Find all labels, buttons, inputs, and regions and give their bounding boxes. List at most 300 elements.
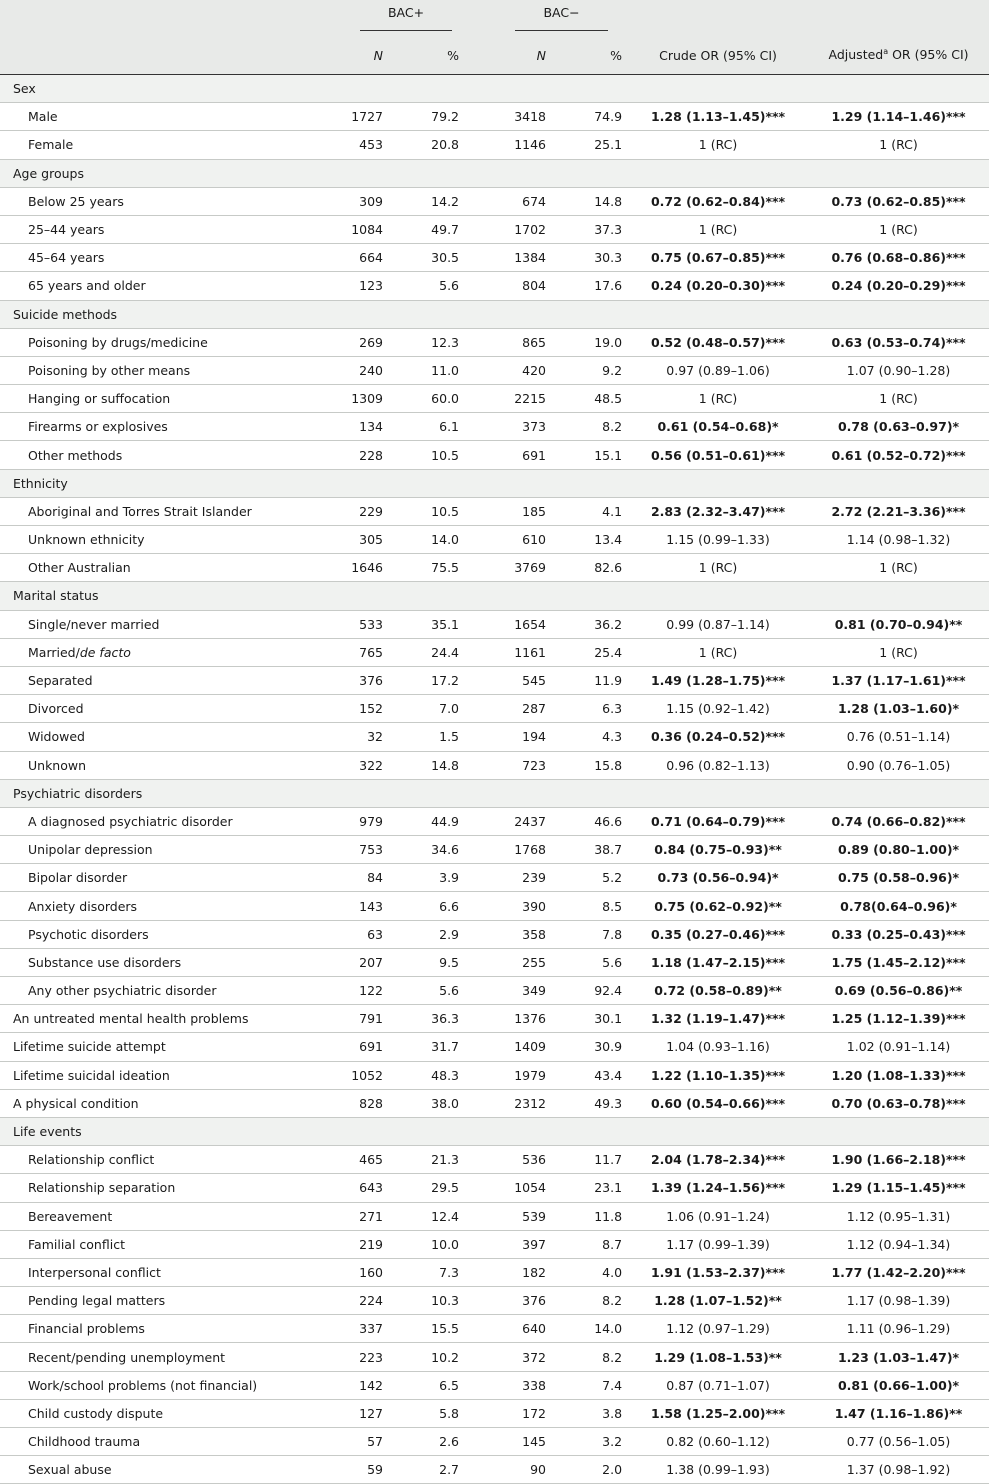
crude-or: 1.06 (0.91–1.24) bbox=[628, 1202, 808, 1230]
group-label: Age groups bbox=[0, 159, 335, 187]
row-label: Child custody dispute bbox=[0, 1399, 335, 1427]
pct-bac-negative: 7.4 bbox=[546, 1371, 628, 1399]
table-row bbox=[0, 836, 989, 864]
pct-bac-negative: 30.1 bbox=[546, 1005, 628, 1033]
table-row bbox=[0, 1343, 989, 1371]
crude-or: 0.97 (0.89–1.06) bbox=[628, 356, 808, 384]
pct-bac-positive: 14.8 bbox=[383, 751, 465, 779]
group-label: Life events bbox=[0, 1117, 335, 1145]
pct-bac-negative: 15.1 bbox=[546, 441, 628, 469]
n-bac-negative bbox=[465, 159, 546, 187]
pct-bac-positive: 6.5 bbox=[383, 1371, 465, 1399]
pct-bac-negative: 38.7 bbox=[546, 836, 628, 864]
adjusted-or: 0.76 (0.68–0.86)*** bbox=[808, 244, 989, 272]
pct-bac-negative: 14.8 bbox=[546, 187, 628, 215]
pct-bac-positive: 24.4 bbox=[383, 638, 465, 666]
adjusted-or: 1.17 (0.98–1.39) bbox=[808, 1287, 989, 1315]
crude-or: 0.61 (0.54–0.68)* bbox=[628, 413, 808, 441]
crude-or: 0.36 (0.24–0.52)*** bbox=[628, 723, 808, 751]
adjusted-or: 1.77 (1.42–2.20)*** bbox=[808, 1258, 989, 1286]
pct-bac-negative: 25.1 bbox=[546, 131, 628, 159]
crude-or bbox=[628, 1117, 808, 1145]
n-bac-negative: 372 bbox=[465, 1343, 546, 1371]
adjusted-or: 1.12 (0.95–1.31) bbox=[808, 1202, 989, 1230]
n-bac-negative bbox=[465, 300, 546, 328]
pct-bac-negative: 5.2 bbox=[546, 864, 628, 892]
n-bac-negative: 172 bbox=[465, 1399, 546, 1427]
pct-bac-positive: 12.4 bbox=[383, 1202, 465, 1230]
pct-bac-negative: 8.7 bbox=[546, 1230, 628, 1258]
n-bac-positive: 240 bbox=[335, 356, 383, 384]
pct-bac-negative: 6.3 bbox=[546, 695, 628, 723]
n-bac-positive: 269 bbox=[335, 328, 383, 356]
pct-bac-positive: 30.5 bbox=[383, 244, 465, 272]
table-body bbox=[0, 75, 989, 1484]
n-bac-negative: 3418 bbox=[465, 103, 546, 131]
table-row bbox=[0, 610, 989, 638]
table-row bbox=[0, 413, 989, 441]
pct-bac-negative bbox=[546, 582, 628, 610]
row-label: Pending legal matters bbox=[0, 1287, 335, 1315]
bac-negative-group-header: BAC− bbox=[465, 0, 628, 36]
n-bac-negative: 3769 bbox=[465, 554, 546, 582]
crude-or: 1.12 (0.97–1.29) bbox=[628, 1315, 808, 1343]
pct-bac-positive: 9.5 bbox=[383, 948, 465, 976]
row-label: 65 years and older bbox=[0, 272, 335, 300]
table-row bbox=[0, 751, 989, 779]
n-bac-negative: 640 bbox=[465, 1315, 546, 1343]
pct-bac-negative bbox=[546, 469, 628, 497]
adjusted-or bbox=[808, 1117, 989, 1145]
pct-bac-negative: 4.1 bbox=[546, 497, 628, 525]
pct-bac-negative: 13.4 bbox=[546, 526, 628, 554]
pct-bac-positive: 1.5 bbox=[383, 723, 465, 751]
pct-bac-negative: 2.0 bbox=[546, 1456, 628, 1484]
n-header-bac-positive: N bbox=[335, 36, 383, 75]
group-header-row bbox=[0, 1117, 989, 1145]
pct-bac-positive: 75.5 bbox=[383, 554, 465, 582]
row-label: Poisoning by drugs/medicine bbox=[0, 328, 335, 356]
n-bac-positive: 1727 bbox=[335, 103, 383, 131]
table-row bbox=[0, 1089, 989, 1117]
pct-bac-negative: 4.3 bbox=[546, 723, 628, 751]
crude-or: 1.04 (0.93–1.16) bbox=[628, 1033, 808, 1061]
adjusted-or: 1.11 (0.96–1.29) bbox=[808, 1315, 989, 1343]
adjusted-or: 1 (RC) bbox=[808, 215, 989, 243]
n-bac-negative: 390 bbox=[465, 892, 546, 920]
n-bac-positive: 765 bbox=[335, 638, 383, 666]
pct-bac-positive: 35.1 bbox=[383, 610, 465, 638]
n-bac-negative bbox=[465, 779, 546, 807]
crude-or: 1.58 (1.25–2.00)*** bbox=[628, 1399, 808, 1427]
crude-or-header: Crude OR (95% CI) bbox=[628, 36, 808, 75]
adjusted-or: 0.78(0.64–0.96)* bbox=[808, 892, 989, 920]
pct-bac-positive: 10.5 bbox=[383, 441, 465, 469]
row-label: Unknown ethnicity bbox=[0, 526, 335, 554]
n-bac-positive bbox=[335, 582, 383, 610]
n-bac-negative bbox=[465, 75, 546, 103]
crude-or bbox=[628, 582, 808, 610]
pct-bac-negative: 74.9 bbox=[546, 103, 628, 131]
adjusted-or: 1.23 (1.03–1.47)* bbox=[808, 1343, 989, 1371]
pct-bac-negative: 3.8 bbox=[546, 1399, 628, 1427]
n-bac-positive: 1084 bbox=[335, 215, 383, 243]
adjusted-or: 1.47 (1.16–1.86)** bbox=[808, 1399, 989, 1427]
pct-bac-negative: 30.3 bbox=[546, 244, 628, 272]
pct-bac-negative: 4.0 bbox=[546, 1258, 628, 1286]
n-bac-positive: 152 bbox=[335, 695, 383, 723]
row-label: Widowed bbox=[0, 723, 335, 751]
n-bac-negative bbox=[465, 1117, 546, 1145]
table-row bbox=[0, 1033, 989, 1061]
row-label: Recent/pending unemployment bbox=[0, 1343, 335, 1371]
row-label: 45–64 years bbox=[0, 244, 335, 272]
table-row bbox=[0, 1174, 989, 1202]
n-bac-negative: 420 bbox=[465, 356, 546, 384]
table-row bbox=[0, 554, 989, 582]
crude-or: 1 (RC) bbox=[628, 215, 808, 243]
adjusted-or: 1.37 (1.17–1.61)*** bbox=[808, 666, 989, 694]
adjusted-or: 1.28 (1.03–1.60)* bbox=[808, 695, 989, 723]
crude-or: 1.28 (1.13–1.45)*** bbox=[628, 103, 808, 131]
crude-or: 1.29 (1.08–1.53)** bbox=[628, 1343, 808, 1371]
adjusted-or: 0.81 (0.70–0.94)** bbox=[808, 610, 989, 638]
pct-bac-negative: 14.0 bbox=[546, 1315, 628, 1343]
crude-or: 2.83 (2.32–3.47)*** bbox=[628, 497, 808, 525]
group-label: Ethnicity bbox=[0, 469, 335, 497]
row-label: Psychotic disorders bbox=[0, 920, 335, 948]
crude-or: 1.38 (0.99–1.93) bbox=[628, 1456, 808, 1484]
crude-or: 0.96 (0.82–1.13) bbox=[628, 751, 808, 779]
n-bac-positive: 32 bbox=[335, 723, 383, 751]
pct-bac-positive: 15.5 bbox=[383, 1315, 465, 1343]
crude-or: 0.75 (0.67–0.85)*** bbox=[628, 244, 808, 272]
adjusted-or: 0.61 (0.52–0.72)*** bbox=[808, 441, 989, 469]
n-bac-negative: 373 bbox=[465, 413, 546, 441]
row-label: Aboriginal and Torres Strait Islander bbox=[0, 497, 335, 525]
adjusted-or bbox=[808, 469, 989, 497]
pct-bac-negative: 8.2 bbox=[546, 1287, 628, 1315]
pct-bac-positive bbox=[383, 469, 465, 497]
crude-or: 0.71 (0.64–0.79)*** bbox=[628, 807, 808, 835]
adjusted-or: 0.78 (0.63–0.97)* bbox=[808, 413, 989, 441]
n-bac-negative: 194 bbox=[465, 723, 546, 751]
pct-bac-negative bbox=[546, 75, 628, 103]
row-label: Divorced bbox=[0, 695, 335, 723]
adjusted-or: 1 (RC) bbox=[808, 385, 989, 413]
pct-bac-negative: 46.6 bbox=[546, 807, 628, 835]
table-row bbox=[0, 948, 989, 976]
n-bac-negative: 545 bbox=[465, 666, 546, 694]
adjusted-or: 1.12 (0.94–1.34) bbox=[808, 1230, 989, 1258]
n-bac-positive: 643 bbox=[335, 1174, 383, 1202]
pct-bac-positive: 48.3 bbox=[383, 1061, 465, 1089]
pct-bac-positive: 29.5 bbox=[383, 1174, 465, 1202]
adjusted-or bbox=[808, 159, 989, 187]
row-label: Familial conflict bbox=[0, 1230, 335, 1258]
row-label: Other Australian bbox=[0, 554, 335, 582]
pct-bac-negative: 7.8 bbox=[546, 920, 628, 948]
pct-bac-positive: 14.0 bbox=[383, 526, 465, 554]
pct-bac-positive: 11.0 bbox=[383, 356, 465, 384]
adjusted-or bbox=[808, 582, 989, 610]
adjusted-or: 1.14 (0.98–1.32) bbox=[808, 526, 989, 554]
pct-bac-negative: 9.2 bbox=[546, 356, 628, 384]
pct-bac-negative: 11.7 bbox=[546, 1146, 628, 1174]
n-bac-negative: 397 bbox=[465, 1230, 546, 1258]
row-label: Lifetime suicide attempt bbox=[0, 1033, 335, 1061]
pct-bac-positive bbox=[383, 159, 465, 187]
n-bac-negative: 1409 bbox=[465, 1033, 546, 1061]
n-bac-negative: 1979 bbox=[465, 1061, 546, 1089]
pct-bac-negative: 11.8 bbox=[546, 1202, 628, 1230]
pct-bac-negative: 49.3 bbox=[546, 1089, 628, 1117]
table-row bbox=[0, 695, 989, 723]
table-row bbox=[0, 1202, 989, 1230]
crude-or: 1 (RC) bbox=[628, 131, 808, 159]
pct-bac-negative: 8.2 bbox=[546, 413, 628, 441]
pct-bac-positive: 10.0 bbox=[383, 1230, 465, 1258]
n-bac-positive: 142 bbox=[335, 1371, 383, 1399]
n-bac-positive bbox=[335, 300, 383, 328]
adjusted-or: 1 (RC) bbox=[808, 131, 989, 159]
row-label: Other methods bbox=[0, 441, 335, 469]
n-bac-negative: 804 bbox=[465, 272, 546, 300]
n-bac-positive: 59 bbox=[335, 1456, 383, 1484]
n-bac-negative: 287 bbox=[465, 695, 546, 723]
adjusted-or: 0.81 (0.66–1.00)* bbox=[808, 1371, 989, 1399]
n-bac-negative: 691 bbox=[465, 441, 546, 469]
pct-bac-positive: 31.7 bbox=[383, 1033, 465, 1061]
n-bac-positive: 160 bbox=[335, 1258, 383, 1286]
table-row bbox=[0, 103, 989, 131]
table-row bbox=[0, 441, 989, 469]
adjusted-or: 0.76 (0.51–1.14) bbox=[808, 723, 989, 751]
table-row bbox=[0, 187, 989, 215]
row-label: Interpersonal conflict bbox=[0, 1258, 335, 1286]
table-row bbox=[0, 1399, 989, 1427]
crude-or: 1.28 (1.07–1.52)** bbox=[628, 1287, 808, 1315]
crude-or bbox=[628, 779, 808, 807]
n-bac-positive bbox=[335, 779, 383, 807]
adjusted-or: 1 (RC) bbox=[808, 638, 989, 666]
crude-or: 1.15 (0.99–1.33) bbox=[628, 526, 808, 554]
table-row bbox=[0, 920, 989, 948]
pct-bac-negative: 11.9 bbox=[546, 666, 628, 694]
pct-bac-negative: 43.4 bbox=[546, 1061, 628, 1089]
adjusted-or: 1.02 (0.91–1.14) bbox=[808, 1033, 989, 1061]
pct-bac-positive bbox=[383, 75, 465, 103]
adjusted-or: 1.37 (0.98–1.92) bbox=[808, 1456, 989, 1484]
table-row bbox=[0, 723, 989, 751]
pct-bac-negative: 30.9 bbox=[546, 1033, 628, 1061]
pct-bac-negative bbox=[546, 779, 628, 807]
row-label: Bipolar disorder bbox=[0, 864, 335, 892]
crude-or: 1 (RC) bbox=[628, 385, 808, 413]
n-bac-negative bbox=[465, 582, 546, 610]
n-bac-positive: 229 bbox=[335, 497, 383, 525]
n-bac-positive bbox=[335, 1117, 383, 1145]
pct-bac-negative: 23.1 bbox=[546, 1174, 628, 1202]
pct-bac-positive: 20.8 bbox=[383, 131, 465, 159]
crude-or: 1.32 (1.19–1.47)*** bbox=[628, 1005, 808, 1033]
pct-bac-positive: 10.3 bbox=[383, 1287, 465, 1315]
table-row bbox=[0, 1146, 989, 1174]
pct-bac-positive: 6.6 bbox=[383, 892, 465, 920]
adjusted-or bbox=[808, 75, 989, 103]
row-label: Male bbox=[0, 103, 335, 131]
n-bac-positive: 664 bbox=[335, 244, 383, 272]
table-row bbox=[0, 1428, 989, 1456]
n-bac-negative: 674 bbox=[465, 187, 546, 215]
pct-bac-positive: 5.6 bbox=[383, 272, 465, 300]
crude-or: 1.39 (1.24–1.56)*** bbox=[628, 1174, 808, 1202]
pct-bac-negative: 5.6 bbox=[546, 948, 628, 976]
pct-bac-positive: 10.2 bbox=[383, 1343, 465, 1371]
n-bac-positive: 84 bbox=[335, 864, 383, 892]
pct-bac-negative: 8.2 bbox=[546, 1343, 628, 1371]
row-label: A diagnosed psychiatric disorder bbox=[0, 807, 335, 835]
n-bac-negative: 338 bbox=[465, 1371, 546, 1399]
n-bac-positive: 134 bbox=[335, 413, 383, 441]
table-row bbox=[0, 807, 989, 835]
crude-or: 1.17 (0.99–1.39) bbox=[628, 1230, 808, 1258]
n-bac-negative: 358 bbox=[465, 920, 546, 948]
adjusted-or: 2.72 (2.21–3.36)*** bbox=[808, 497, 989, 525]
pct-bac-negative bbox=[546, 159, 628, 187]
pct-bac-positive: 49.7 bbox=[383, 215, 465, 243]
n-bac-negative: 1054 bbox=[465, 1174, 546, 1202]
pct-bac-negative bbox=[546, 1117, 628, 1145]
crude-or: 0.99 (0.87–1.14) bbox=[628, 610, 808, 638]
n-bac-positive: 691 bbox=[335, 1033, 383, 1061]
n-bac-negative: 1376 bbox=[465, 1005, 546, 1033]
adjusted-or: 0.74 (0.66–0.82)*** bbox=[808, 807, 989, 835]
n-bac-positive: 271 bbox=[335, 1202, 383, 1230]
crude-or: 0.72 (0.62–0.84)*** bbox=[628, 187, 808, 215]
table-row bbox=[0, 328, 989, 356]
pct-bac-negative: 37.3 bbox=[546, 215, 628, 243]
pct-bac-positive: 60.0 bbox=[383, 385, 465, 413]
n-bac-positive: 453 bbox=[335, 131, 383, 159]
n-bac-positive: 207 bbox=[335, 948, 383, 976]
table-row bbox=[0, 892, 989, 920]
table-row bbox=[0, 1230, 989, 1258]
adjusted-or: 0.89 (0.80–1.00)* bbox=[808, 836, 989, 864]
crude-or: 1.22 (1.10–1.35)*** bbox=[628, 1061, 808, 1089]
n-bac-negative: 90 bbox=[465, 1456, 546, 1484]
group-header-row bbox=[0, 159, 989, 187]
n-bac-positive: 322 bbox=[335, 751, 383, 779]
table-row bbox=[0, 244, 989, 272]
n-bac-negative: 376 bbox=[465, 1287, 546, 1315]
n-bac-negative: 145 bbox=[465, 1428, 546, 1456]
pct-bac-positive bbox=[383, 1117, 465, 1145]
n-bac-negative: 1702 bbox=[465, 215, 546, 243]
n-bac-negative: 536 bbox=[465, 1146, 546, 1174]
crude-or: 0.60 (0.54–0.66)*** bbox=[628, 1089, 808, 1117]
table-row bbox=[0, 1456, 989, 1484]
table-row bbox=[0, 272, 989, 300]
crude-or: 0.35 (0.27–0.46)*** bbox=[628, 920, 808, 948]
crude-or: 1.91 (1.53–2.37)*** bbox=[628, 1258, 808, 1286]
adjusted-or: 0.33 (0.25–0.43)*** bbox=[808, 920, 989, 948]
n-bac-negative: 865 bbox=[465, 328, 546, 356]
crude-or: 1 (RC) bbox=[628, 554, 808, 582]
pct-bac-positive: 7.3 bbox=[383, 1258, 465, 1286]
n-bac-negative: 239 bbox=[465, 864, 546, 892]
table-row bbox=[0, 977, 989, 1005]
row-label: Female bbox=[0, 131, 335, 159]
crude-or bbox=[628, 300, 808, 328]
adjusted-or: 0.73 (0.62–0.85)*** bbox=[808, 187, 989, 215]
row-label: Relationship separation bbox=[0, 1174, 335, 1202]
row-label: Single/never married bbox=[0, 610, 335, 638]
pct-bac-positive: 6.1 bbox=[383, 413, 465, 441]
n-bac-positive: 376 bbox=[335, 666, 383, 694]
adjusted-or: 0.70 (0.63–0.78)*** bbox=[808, 1089, 989, 1117]
n-bac-negative: 1768 bbox=[465, 836, 546, 864]
n-bac-negative: 182 bbox=[465, 1258, 546, 1286]
adjusted-or: 0.90 (0.76–1.05) bbox=[808, 751, 989, 779]
pct-bac-positive: 5.8 bbox=[383, 1399, 465, 1427]
crude-or: 1.49 (1.28–1.75)*** bbox=[628, 666, 808, 694]
pct-bac-positive: 38.0 bbox=[383, 1089, 465, 1117]
pct-bac-positive: 17.2 bbox=[383, 666, 465, 694]
crude-or: 0.73 (0.56–0.94)* bbox=[628, 864, 808, 892]
n-bac-negative: 255 bbox=[465, 948, 546, 976]
row-label: Poisoning by other means bbox=[0, 356, 335, 384]
n-bac-positive: 57 bbox=[335, 1428, 383, 1456]
n-bac-positive: 219 bbox=[335, 1230, 383, 1258]
table-row bbox=[0, 385, 989, 413]
n-bac-positive: 1052 bbox=[335, 1061, 383, 1089]
table-row bbox=[0, 526, 989, 554]
adjusted-or: 1.75 (1.45–2.12)*** bbox=[808, 948, 989, 976]
n-bac-positive: 63 bbox=[335, 920, 383, 948]
n-bac-positive bbox=[335, 469, 383, 497]
n-bac-positive: 228 bbox=[335, 441, 383, 469]
n-bac-positive: 791 bbox=[335, 1005, 383, 1033]
adjusted-or: 1 (RC) bbox=[808, 554, 989, 582]
pct-bac-positive bbox=[383, 582, 465, 610]
pct-bac-negative: 17.6 bbox=[546, 272, 628, 300]
row-label: An untreated mental health problems bbox=[0, 1005, 335, 1033]
row-label: Financial problems bbox=[0, 1315, 335, 1343]
crude-or: 0.84 (0.75–0.93)** bbox=[628, 836, 808, 864]
group-label: Sex bbox=[0, 75, 335, 103]
crude-or: 0.87 (0.71–1.07) bbox=[628, 1371, 808, 1399]
table-row bbox=[0, 497, 989, 525]
row-label: Unipolar depression bbox=[0, 836, 335, 864]
n-bac-positive: 123 bbox=[335, 272, 383, 300]
table-header bbox=[0, 0, 989, 75]
pct-bac-negative: 36.2 bbox=[546, 610, 628, 638]
adjusted-or: 0.75 (0.58–0.96)* bbox=[808, 864, 989, 892]
n-bac-negative: 349 bbox=[465, 977, 546, 1005]
adjusted-or: 1.07 (0.90–1.28) bbox=[808, 356, 989, 384]
table-row bbox=[0, 131, 989, 159]
table-row bbox=[0, 638, 989, 666]
n-bac-positive: 533 bbox=[335, 610, 383, 638]
crude-or: 0.82 (0.60–1.12) bbox=[628, 1428, 808, 1456]
table-row bbox=[0, 1061, 989, 1089]
pct-bac-positive bbox=[383, 300, 465, 328]
n-bac-positive: 753 bbox=[335, 836, 383, 864]
adjusted-or bbox=[808, 779, 989, 807]
pct-bac-positive bbox=[383, 779, 465, 807]
pct-bac-positive: 2.9 bbox=[383, 920, 465, 948]
